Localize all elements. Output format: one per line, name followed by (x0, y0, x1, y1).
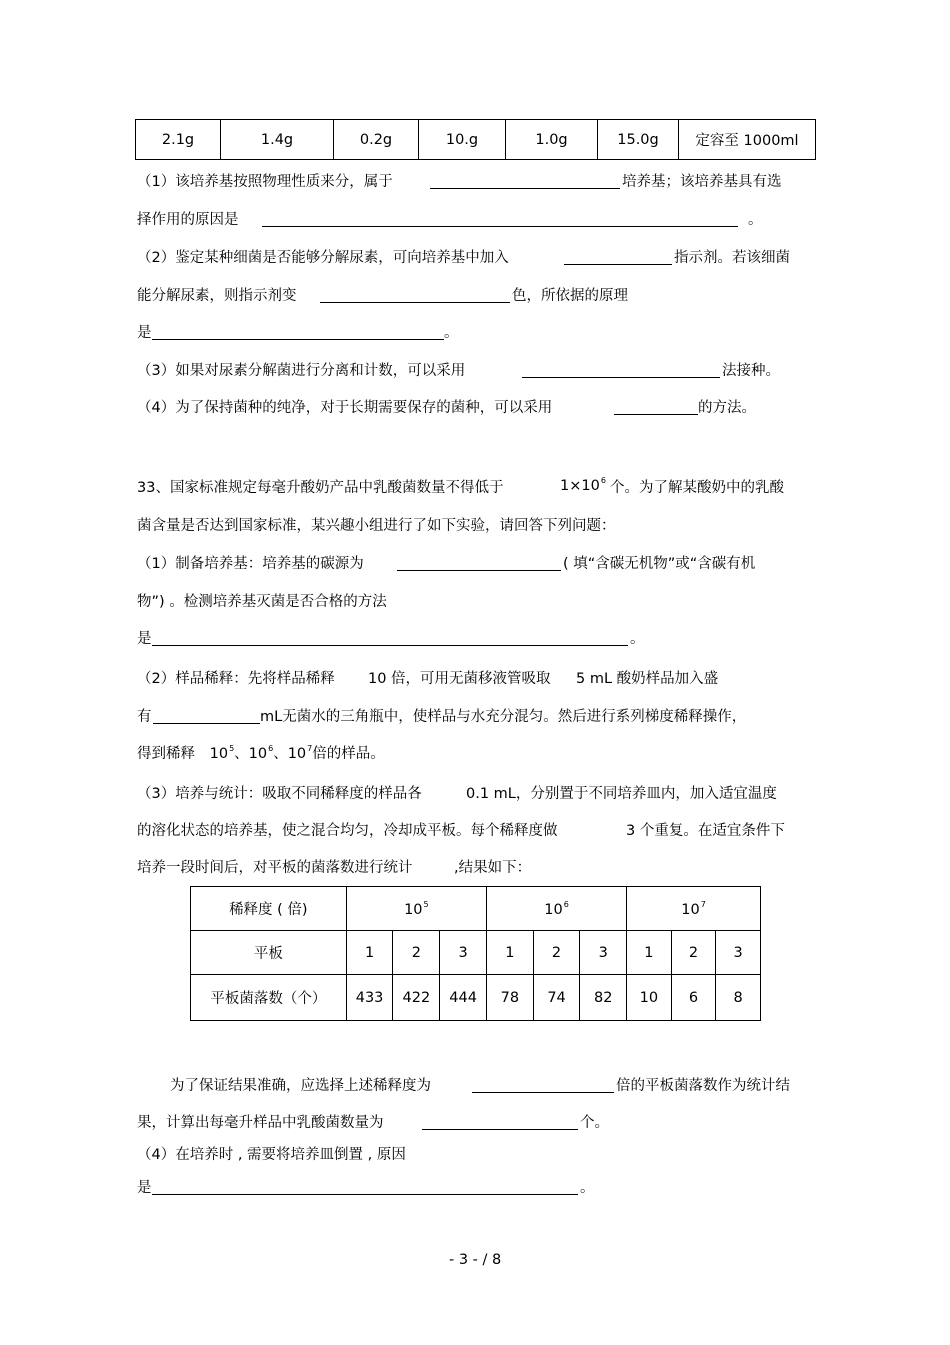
q33-p3-text-f: 倍的平板菌落数作为统计结 (616, 1078, 790, 1094)
table-row (191, 975, 761, 1021)
dilution-factor (288, 746, 313, 762)
table-cell: 2 (393, 931, 440, 975)
table-cell: 2 (671, 931, 716, 975)
table-header-cell (627, 887, 761, 931)
q32-p2-end: 。 (444, 325, 459, 341)
q33-p2-num1: 10 倍，可用无菌移液管吸取 (368, 671, 551, 687)
q32-p1-text-c: 择作用的原因是 (137, 212, 239, 228)
q33-p2-text-e (137, 742, 385, 763)
q32-p3-text-b: 法接种。 (722, 363, 780, 379)
dilution-base: 10 (544, 901, 563, 918)
table-header-cell: 稀释度 ( 倍) (191, 887, 347, 931)
dilution-separator: 、 (234, 746, 249, 762)
table-cell: 1 (627, 931, 672, 975)
q32-p2-text-b: 指示剂。若该细菌 (674, 250, 790, 266)
q33-p2-num2: 5 mL 酸奶样品加入盛 (576, 671, 719, 687)
table-header-cell: 平板 (191, 931, 347, 975)
dilution-exp: 5 (229, 744, 235, 753)
q33-p3-text-b: 的溶化状态的培养基，使之混合均匀，冷却成平板。每个稀释度做 (137, 823, 558, 839)
q33-p4-text-a: （4）在培养时 , 需要将培养皿倒置 , 原因 (137, 1147, 406, 1163)
q33-p3-text-g: 果，计算出每毫升样品中乳酸菌数量为 (137, 1115, 384, 1131)
table-cell: 422 (393, 975, 440, 1021)
table-cell: 0.2g (334, 120, 419, 160)
table-header-cell (487, 887, 627, 931)
table-cell: 定容至 1000ml (679, 120, 816, 160)
table-cell: 1.4g (221, 120, 334, 160)
table-cell: 74 (533, 975, 580, 1021)
q33-p1-text-d: 是 (137, 631, 152, 647)
table-cell: 8 (716, 975, 761, 1021)
q33-p2-text-d: mL无菌水的三角瓶中，使样品与水充分混匀。然后进行系列梯度稀释操作， (260, 709, 747, 725)
q33-p1-end: 。 (630, 631, 645, 647)
table-cell: 2 (533, 931, 580, 975)
table-row (191, 887, 761, 931)
table-cell: 433 (346, 975, 393, 1021)
dilution-base: 10 (681, 901, 700, 918)
table-cell: 3 (716, 931, 761, 975)
q32-p1-end: 。 (748, 212, 763, 228)
q32-p3-text-a: （3）如果对尿素分解菌进行分离和计数，可以采用 (137, 363, 466, 379)
q33-p1-blank-1[interactable] (397, 570, 561, 571)
table-cell: 10 (627, 975, 672, 1021)
table-cell: 6 (671, 975, 716, 1021)
q32-p2-text-e: 是 (137, 325, 152, 341)
q33-intro-a: 33、国家标准规定每毫升酸奶产品中乳酸菌数量不得低于 (137, 480, 504, 496)
q32-p1-blank-2[interactable] (262, 226, 738, 227)
q33-intro-exp: 6 (600, 476, 606, 485)
q33-p2-text-a: （2）样品稀释：先将样品稀释 (137, 671, 335, 687)
dilution-factor (249, 746, 274, 762)
q32-p2-text-d: 色，所依据的原理 (512, 288, 628, 304)
table-cell: 1.0g (506, 120, 598, 160)
table-cell: 3 (440, 931, 487, 975)
q32-p2-text-a: （2）鉴定某种细菌是否能够分解尿素，可向培养基中加入 (137, 250, 509, 266)
dilution-exp: 7 (307, 744, 313, 753)
q33-p3-text-c: 培养一段时间后，对平板的菌落数进行统计 (137, 860, 413, 876)
q33-intro-b: 个。为了解某酸奶中的乳酸 (610, 480, 784, 496)
q33-p3-rep: 3 个重复。在适宜条件下 (626, 823, 785, 839)
page-number: - 3 - / 8 (449, 1252, 502, 1268)
q32-p4-blank[interactable] (614, 414, 698, 415)
table-header-cell: 平板菌落数（个） (191, 975, 347, 1021)
table-cell: 444 (440, 975, 487, 1021)
table-row (136, 120, 816, 160)
table-cell: 2.1g (136, 120, 221, 160)
q33-p3-text-e: 为了保证结果准确，应选择上述稀释度为 (170, 1078, 431, 1094)
q33-p1-text-a: （1）制备培养基：培养基的碳源为 (137, 556, 364, 572)
q33-p2-text-c: 有 (137, 709, 152, 725)
q33-intro-base: 1×10 (560, 478, 600, 494)
q33-p2-dilute-label: 得到稀释 (137, 746, 195, 762)
dilution-exp: 6 (268, 744, 274, 753)
q32-p1-text-b: 培养基；该培养基具有选 (622, 174, 782, 190)
q32-p2-blank-3[interactable] (152, 339, 444, 340)
dilution-base: 10 (404, 901, 423, 918)
q33-p4-text-b: 是 (137, 1180, 152, 1196)
table-cell: 3 (580, 931, 627, 975)
q32-p2-blank-2[interactable] (320, 302, 510, 303)
q32-p1-blank-1[interactable] (430, 188, 620, 189)
q33-p3-text-d: ,结果如下： (454, 860, 532, 876)
table-row (191, 931, 761, 975)
q33-p4-blank[interactable] (152, 1194, 578, 1195)
q33-p4-end: 。 (580, 1180, 595, 1196)
dilution-base: 10 (287, 746, 307, 762)
table-cell: 1 (487, 931, 534, 975)
table-header-cell (346, 887, 486, 931)
q33-p1-blank-2[interactable] (152, 645, 628, 646)
table-cell: 82 (580, 975, 627, 1021)
table-cell: 15.0g (598, 120, 679, 160)
q33-p2-dilute-suffix: 倍的样品。 (312, 746, 385, 762)
q33-p2-blank[interactable] (153, 723, 260, 724)
q32-p2-text-c: 能分解尿素，则指示剂变 (137, 288, 297, 304)
dilution-separator: 、 (273, 746, 288, 762)
reagent-table (135, 119, 816, 160)
q33-p1-text-b: ( 填“含碳无机物”或“含碳有机 (563, 556, 756, 572)
q32-p1-text-a: （1）该培养基按照物理性质来分，属于 (137, 174, 393, 190)
dilution-factor (210, 746, 235, 762)
dilution-exp: 5 (423, 899, 429, 909)
colony-table (190, 886, 761, 1021)
q33-p1-text-c: 物”) 。检测培养基灭菌是否合格的方法 (137, 594, 387, 610)
q33-p3-blank-1[interactable] (472, 1092, 614, 1093)
q32-p4-text-b: 的方法。 (698, 400, 756, 416)
q33-p3-text-h: 个。 (580, 1115, 609, 1131)
q33-p3-text-a: （3）培养与统计：吸取不同稀释度的样品各 (137, 786, 422, 802)
q33-p3-vol: 0.1 mL，分别置于不同培养皿内，加入适宜温度 (466, 786, 777, 802)
table-cell: 78 (487, 975, 534, 1021)
dilution-exp: 7 (700, 899, 706, 909)
table-cell: 1 (346, 931, 393, 975)
q32-p3-blank[interactable] (522, 377, 720, 378)
q32-p2-blank-1[interactable] (564, 264, 672, 265)
table-cell: 10.g (419, 120, 506, 160)
dilution-base: 10 (248, 746, 268, 762)
q33-intro-c: 菌含量是否达到国家标准，某兴趣小组进行了如下实验，请回答下列问题： (137, 518, 616, 534)
dilution-base: 10 (209, 746, 229, 762)
dilution-exp: 6 (563, 899, 569, 909)
q33-p3-blank-2[interactable] (422, 1129, 578, 1130)
q32-p4-text-a: （4）为了保持菌种的纯净，对于长期需要保存的菌种，可以采用 (137, 400, 553, 416)
q33-intro-num (560, 476, 606, 494)
